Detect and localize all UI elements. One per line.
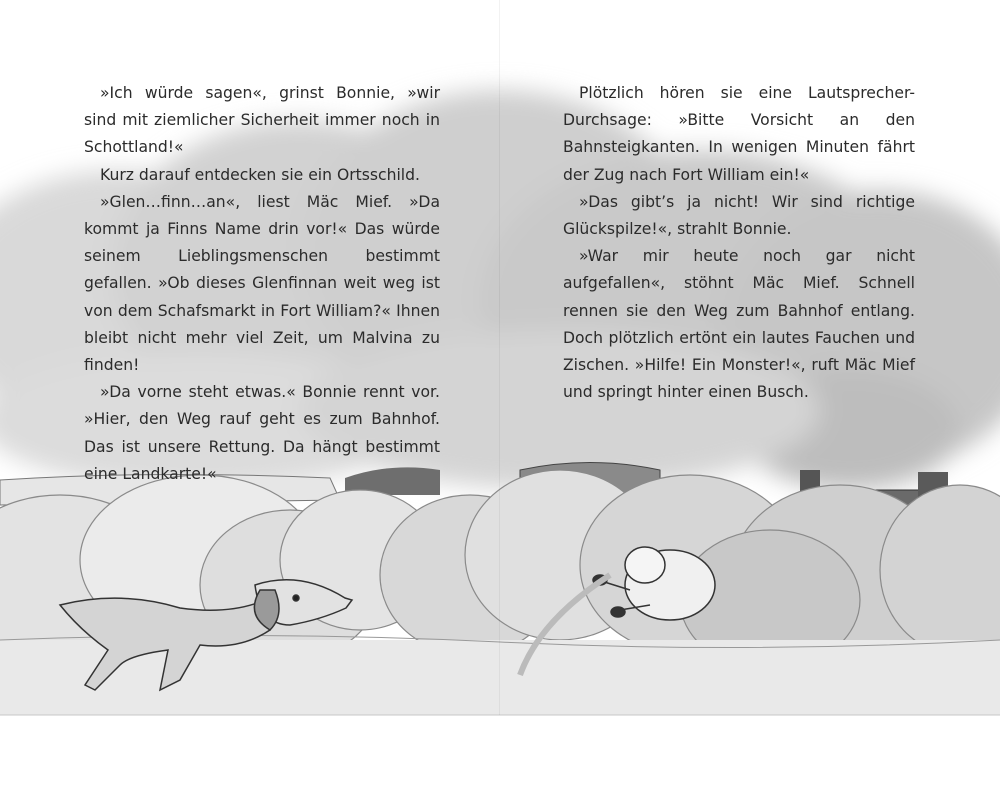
right-page-text: [563, 80, 915, 406]
gutter: [499, 0, 500, 715]
paragraph: »Glen…finn…an«, liest Mäc Mief. »Da kommt ja Finns Name drin vor!« Das würde seinem Lieblingsmenschen bestimmt gefallen. »Ob dieses Glenfinnan weit weg ist von dem Schafsmarkt in Fort William?« Ihnen bleibt nicht mehr viel Zeit, um Malvina zu finden!: [84, 192, 440, 375]
left-page-text: [84, 80, 440, 488]
paragraph: »War mir heute noch gar nicht aufgefallen«, stöhnt Mäc Mief. Schnell rennen sie den Weg zum Bahnhof entlang. Doch plötzlich ertönt ein lautes Fauchen und Zischen. »Hilfe! Ein Monster!«, ruft Mäc Mief und springt hinter einen Busch.: [563, 247, 915, 402]
paragraph: »Ich würde sagen«, grinst Bonnie, »wir sind mit ziemlicher Sicherheit immer noch in Schottland!«: [84, 84, 440, 157]
paragraph: Kurz darauf entdecken sie ein Ortsschild.: [100, 165, 420, 184]
paragraph: »Das gibt’s ja nicht! Wir sind richtige Glückspilze!«, strahlt Bonnie.: [563, 192, 915, 239]
paragraph: Plötzlich hören sie eine Lautsprecher-Durchsage: »Bitte Vorsicht an den Bahnsteigkanten. In wenigen Minuten fährt der Zug nach Fort William ein!«: [563, 84, 915, 184]
paragraph: »Da vorne steht etwas.« Bonnie rennt vor. »Hier, den Weg rauf geht es zum Bahnhof. Das ist unsere Rettung. Da hängt bestimmt eine Landkarte!«: [84, 383, 440, 483]
